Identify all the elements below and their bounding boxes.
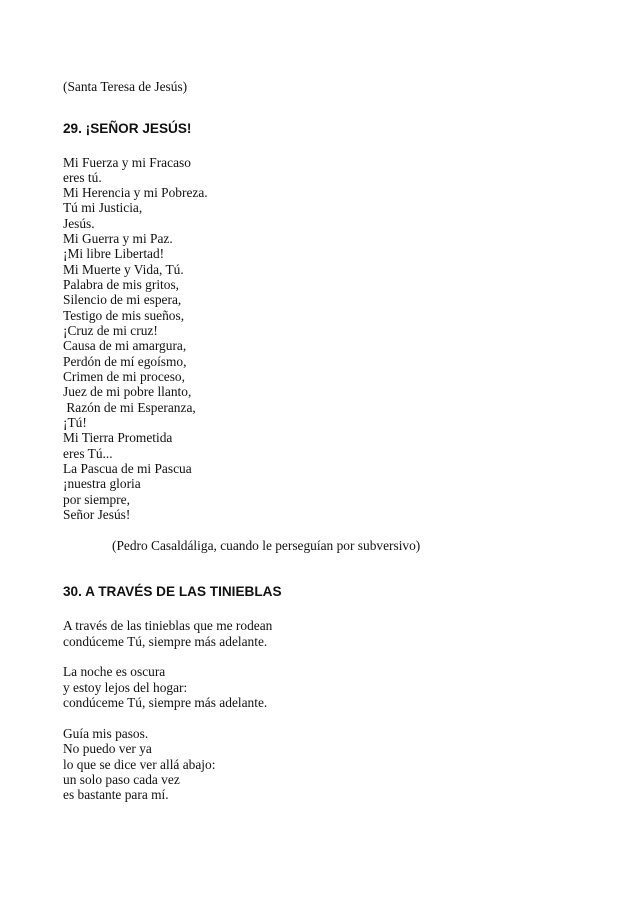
poem-line: condúceme Tú, siempre más adelante.	[63, 695, 268, 710]
poem-line: Mi Guerra y mi Paz.	[63, 231, 173, 246]
poem-line: Silencio de mi espera,	[63, 292, 182, 307]
poem-line: Razón de mi Esperanza,	[63, 400, 196, 415]
poem-line: Causa de mi amargura,	[63, 338, 187, 353]
poem-line: por siempre,	[63, 492, 130, 507]
poem-line: No puedo ver ya	[63, 741, 152, 756]
poem-line: Mi Tierra Prometida	[63, 430, 173, 445]
intro-attribution: (Santa Teresa de Jesús)	[63, 79, 188, 94]
poem-line: un solo paso cada vez	[63, 772, 180, 787]
poem-line: Palabra de mis gritos,	[63, 277, 180, 292]
poem-line: Testigo de mis sueños,	[63, 308, 185, 323]
poem-line: Mi Fuerza y mi Fracaso	[63, 155, 191, 170]
poem-line: eres tú.	[63, 170, 102, 185]
poem-line: ¡Cruz de mi cruz!	[63, 323, 158, 338]
poem-line: La noche es oscura	[63, 664, 166, 679]
section-title-29: 29. ¡SEÑOR JESÚS!	[63, 121, 192, 136]
poem-line: Tú mi Justicia,	[63, 200, 143, 215]
poem-line: Jesús.	[63, 216, 95, 231]
poem-line: y estoy lejos del hogar:	[63, 680, 188, 695]
poem-line: lo que se dice ver allá abajo:	[63, 757, 216, 772]
poem-line: Perdón de mí egoísmo,	[63, 354, 187, 369]
poem-line: condúceme Tú, siempre más adelante.	[63, 634, 268, 649]
section-title-30: 30. A TRAVÉS DE LAS TINIEBLAS	[63, 584, 282, 599]
poem-line: La Pascua de mi Pascua	[63, 461, 192, 476]
poem-line: Guía mis pasos.	[63, 726, 149, 741]
section-29-attribution: (Pedro Casaldáliga, cuando le perseguían por subversivo)	[112, 538, 421, 553]
poem-line: Crimen de mi proceso,	[63, 369, 185, 384]
poem-line: eres Tú...	[63, 446, 113, 461]
poem-line: Juez de mi pobre llanto,	[63, 384, 192, 399]
poem-line: ¡Tú!	[63, 415, 87, 430]
poem-line: Señor Jesús!	[63, 507, 131, 522]
poem-line: Mi Muerte y Vida, Tú.	[63, 262, 184, 277]
poem-line: ¡nuestra gloria	[63, 476, 141, 491]
poem-line: es bastante para mí.	[63, 787, 169, 802]
poem-line: ¡Mi libre Libertad!	[63, 246, 165, 261]
poem-line: A través de las tinieblas que me rodean	[63, 618, 273, 633]
poem-line: Mi Herencia y mi Pobreza.	[63, 185, 208, 200]
